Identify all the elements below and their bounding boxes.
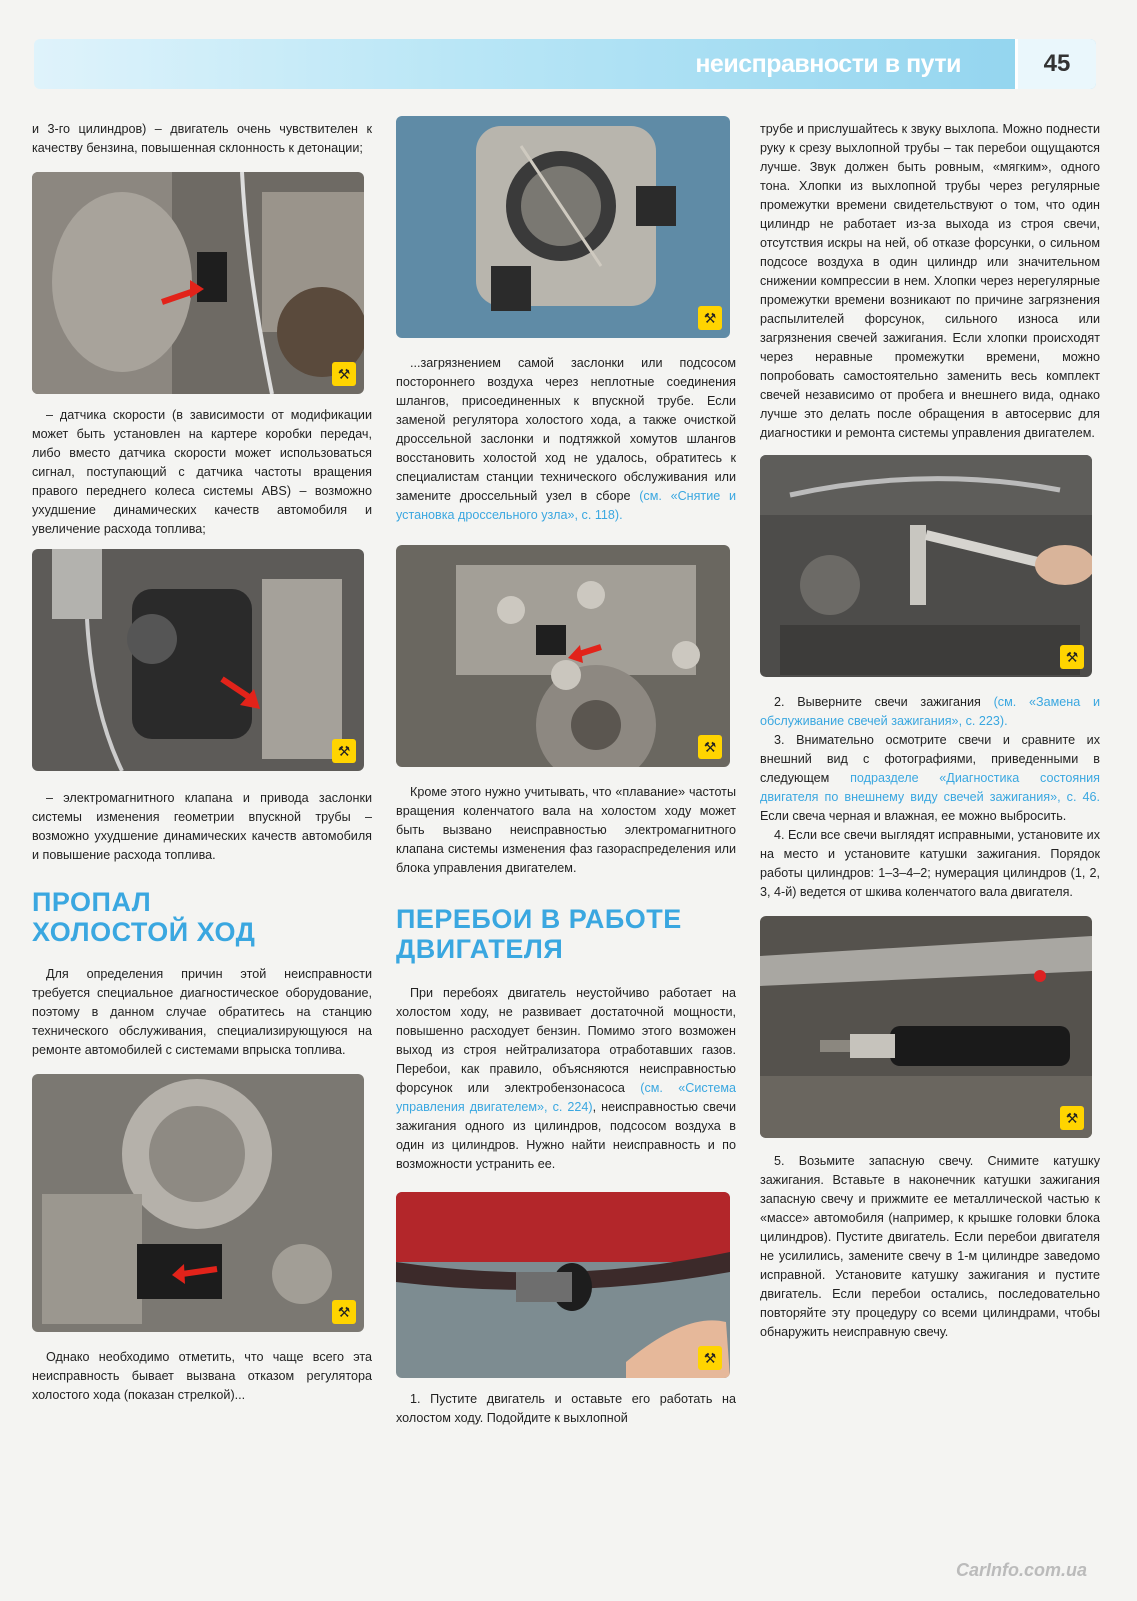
- cross-reference[interactable]: (см. «Система управления двигателем», с. 224): [396, 1081, 737, 1114]
- cross-reference[interactable]: (см. «Замена и обслуживание свечей зажигания», с. 223).: [760, 695, 1101, 728]
- text-paragraph: Кроме этого нужно учитывать, что «плавание» частоты вращения коленчатого вала на холостом ходу может быть вызвано неисправностью электромагнитного клапана системы изменения фаз газораспределения или блока управления двигателем.: [396, 785, 736, 875]
- column-1: [32, 120, 372, 1405]
- wrench-icon: ⚒: [1060, 645, 1084, 669]
- text-paragraph: Однако необходимо отметить, что чаще всего эта неисправность бывает вызвана отказом регулятора холостого хода (показан стрелкой)...: [32, 1350, 372, 1402]
- cross-reference[interactable]: (см. «Снятие и установка дроссельного узла», с. 118).: [396, 489, 736, 522]
- wrench-icon: ⚒: [332, 362, 356, 386]
- photo-spare-spark-plug: [760, 916, 1092, 1138]
- text-paragraph: 5. Возьмите запасную свечу. Снимите катушку зажигания. Вставьте в наконечник катушки зажигания запасную свечу и прижмите ее металлической частью к «массе» автомобиля (например, к крышке головки блока цилиндров). Пустите двигатель. Если перебои двигателя не усилились, замените свечу в 1-м цилиндре заведомо исправной. Установите катушку зажигания и пустите двигатель. Если перебои остались, последовательно повторяйте эту процедуру со всеми цилиндрами, чтобы обнаружить неисправную свечу.: [760, 1154, 1100, 1339]
- text-paragraph: 4. Если все свечи выглядят исправными, установите их на место и установите катушки зажигания. Порядок работы цилиндров: 1–3–4–2; нумерация цилиндров (1, 2, 3, 4-й) ведется от шкива коленчатого вала двигателя.: [760, 828, 1100, 899]
- column-3: [760, 120, 1100, 1342]
- photo-idle-regulator: [32, 1074, 364, 1332]
- wrench-icon: ⚒: [698, 1346, 722, 1370]
- section-title: неисправности в пути: [695, 50, 961, 78]
- text-paragraph: 3. Внимательно осмотрите свечи и сравните их внешний вид с фотографиями, приведенными в следующем подразделе «Диагностика состояния двигателя по внешнему виду свечей зажигания», с. 46. Если свеча черная и влажная, ее можно выбросить.: [760, 733, 1101, 823]
- text-paragraph: и 3-го цилиндров) – двигатель очень чувствителен к качеству бензина, повышенная склонность к детонации;: [32, 122, 372, 155]
- wrench-icon: ⚒: [698, 306, 722, 330]
- text-paragraph: ...загрязнением самой заслонки или подсосом постороннего воздуха через неплотные соединения шлангов, присоединенных к впускной трубе. Если заменой регулятора холостого хода, а также очисткой дроссельной заслонки и подтяжкой хомутов шлангов восстановить холостой ход не удалось, обратитесь к специалистам станции технического обслуживания или замените дроссельный узел в сборе (см. «Снятие и установка дроссельного узла», с. 118).: [396, 356, 736, 522]
- photo-throttle-body: [396, 116, 730, 338]
- wrench-icon: ⚒: [698, 735, 722, 759]
- wrench-icon: ⚒: [332, 1300, 356, 1324]
- photo-exhaust-pipe: [396, 1192, 730, 1378]
- text-paragraph: 1. Пустите двигатель и оставьте его работать на холостом ходу. Подойдите к выхлопной: [396, 1392, 736, 1425]
- text-paragraph: – электромагнитного клапана и привода заслонки системы изменения геометрии впускной трубы – возможно ухудшение динамических качеств автомобиля и повышение расхода топлива.: [32, 791, 372, 862]
- text-paragraph: 2. Выверните свечи зажигания (см. «Замена и обслуживание свечей зажигания», с. 223).: [760, 695, 1101, 728]
- wrench-icon: ⚒: [1060, 1106, 1084, 1130]
- page-number: 45: [1015, 39, 1096, 89]
- page-header: [34, 39, 1096, 89]
- photo-speed-sensor: [32, 172, 364, 394]
- text-paragraph: При перебоях двигатель неустойчиво работает на холостом ходу, не развивает достаточной мощности, повышенно расходует бензин. Помимо этого возможен выход из строя нейтрализатора отработавших газов. Перебои, как правило, объясняются неисправностью форсунок или электробензонасоса (см. «Система управления двигателем», с. 224), неисправностью свечи зажигания одного из цилиндров, подсосом воздуха в один из цилиндров. Нужно найти неисправность и по возможности устранить ее.: [396, 986, 737, 1171]
- photo-spark-plug-removal: [760, 455, 1092, 677]
- heading-engine-misfire: ПЕРЕБОИ В РАБОТЕ ДВИГАТЕЛЯ: [396, 904, 682, 964]
- heading-idle-lost: ПРОПАЛ ХОЛОСТОЙ ХОД: [32, 887, 256, 947]
- photo-camshaft-valve: [396, 545, 730, 767]
- wrench-icon: ⚒: [332, 739, 356, 763]
- text-paragraph: Для определения причин этой неисправности требуется специальное диагностическое оборудование, поэтому в данном случае обратитесь на станцию технического обслуживания, специализирующуюся на ремонте автомобилей с системами впрыска топлива.: [32, 967, 372, 1057]
- photo-solenoid-valve: [32, 549, 364, 771]
- cross-reference[interactable]: подразделе «Диагностика состояния двигателя по внешнему виду свечей зажигания», с. 46.: [760, 771, 1101, 804]
- text-paragraph: – датчика скорости (в зависимости от модификации может быть установлен на картере коробки передач, либо вместо датчика скорости может использоваться сигнал, поступающий с датчика частоты вращения правого переднего колеса системы ABS) – возможно ухудшение динамических качеств автомобиля и увеличение расхода топлива;: [32, 408, 372, 536]
- text-paragraph: трубе и прислушайтесь к звуку выхлопа. Можно поднести руку к срезу выхлопной трубы – так перебои ощущаются лучше. Звук должен быть ровным, «мягким», одного тона. Хлопки из выхлопной трубы через регулярные промежутки времени свидетельствуют о том, что один цилиндр не работает из-за выхода из строя свечи, отсутствия искры на ней, об отказе форсунки, о сильном подсосе воздуха в один цилиндр или значительном снижении компрессии в нем. Хлопки через нерегулярные промежутки времени возникают по причине загрязнения распылителей форсунок, сильного износа или загрязнения свечей зажигания. Если хлопки происходят через неравные промежутки времени, можно попробовать самостоятельно заменить весь комплект свечей независимо от пробега и внешнего вида, однако лучше это делать после обращения в автосервис для диагностики и ремонта системы управления двигателем.: [760, 122, 1100, 440]
- watermark: CarInfo.com.ua: [955, 1560, 1087, 1580]
- column-2: [396, 116, 736, 1428]
